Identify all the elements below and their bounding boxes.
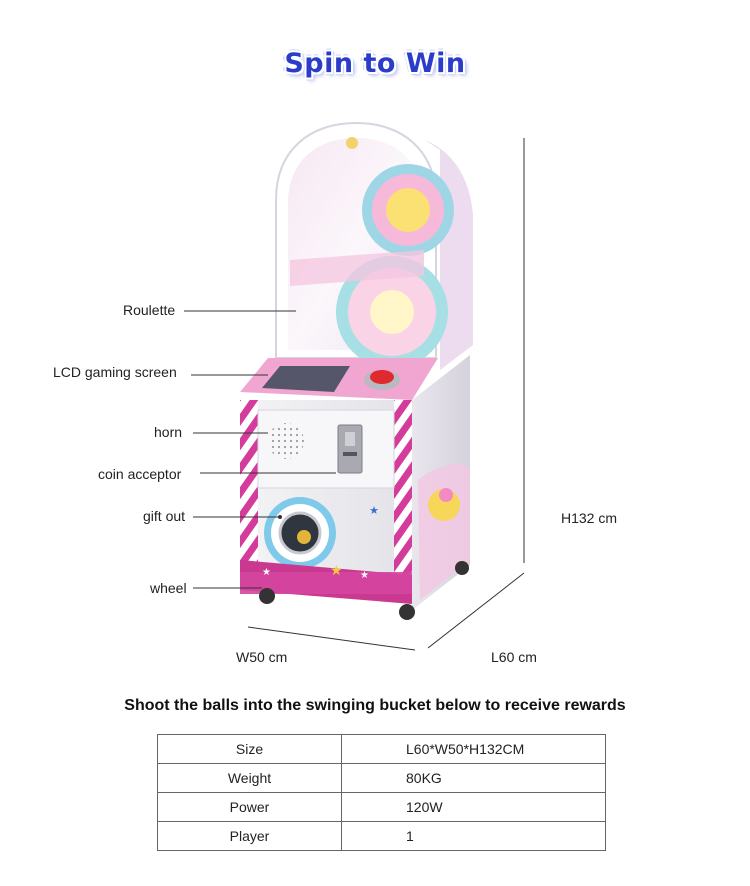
page-title: Spin to Win	[284, 48, 466, 79]
label-wheel: wheel	[150, 580, 187, 596]
table-row	[158, 764, 606, 793]
dimension-length: L60 cm	[491, 649, 537, 665]
label-horn: horn	[154, 424, 183, 440]
label-gift-out: gift out	[143, 508, 186, 524]
spec-key: Weight	[158, 764, 342, 793]
spec-value: 1	[342, 822, 606, 851]
svg-text:★: ★	[330, 563, 343, 579]
spec-key: Power	[158, 793, 342, 822]
table-row	[158, 793, 606, 822]
push-button	[370, 370, 394, 384]
svg-text:★: ★	[369, 504, 379, 517]
spec-value: 80KG	[342, 764, 606, 793]
spec-value: L60*W50*H132CM	[342, 735, 606, 764]
dimension-width: W50 cm	[236, 649, 288, 665]
spec-value: 120W	[342, 793, 606, 822]
label-roulette: Roulette	[123, 302, 176, 318]
svg-text:★: ★	[360, 570, 369, 581]
label-coin-acceptor: coin acceptor	[98, 466, 182, 482]
spec-table	[157, 734, 606, 851]
table-row	[158, 735, 606, 764]
horn-grill	[268, 423, 304, 459]
spec-key: Size	[158, 735, 342, 764]
caster-wheel	[455, 561, 469, 575]
spec-key: Player	[158, 822, 342, 851]
caster-wheel	[399, 604, 415, 620]
width-dimension-line	[248, 627, 415, 650]
description-caption: Shoot the balls into the swinging bucket below to receive rewards	[124, 697, 626, 714]
label-lcd-screen: LCD gaming screen	[53, 364, 177, 380]
svg-text:★: ★	[262, 567, 271, 578]
dimension-height: H132 cm	[561, 510, 618, 526]
table-row	[158, 822, 606, 851]
caster-wheel	[259, 588, 275, 604]
